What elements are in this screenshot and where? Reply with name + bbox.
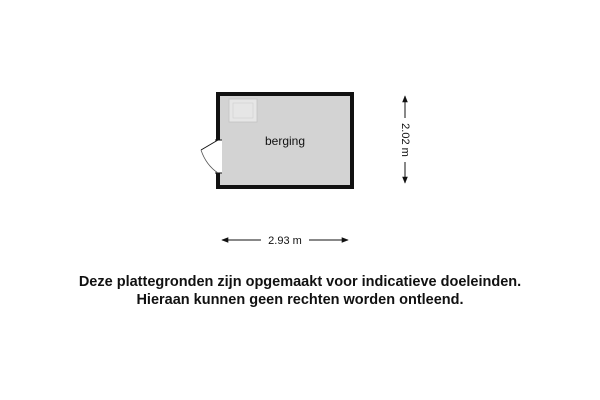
depth-dimension-label: 2.02 m (399, 123, 412, 157)
disclaimer-line-2: Hieraan kunnen geen rechten worden ontleend. (136, 292, 464, 308)
door-opening (215, 140, 222, 173)
width-dimension-label: 2.93 m (268, 235, 302, 247)
disclaimer-line-1: Deze plattegronden zijn opgemaakt voor indicatieve doeleinden. (78, 274, 522, 290)
room-label: berging (264, 134, 306, 148)
